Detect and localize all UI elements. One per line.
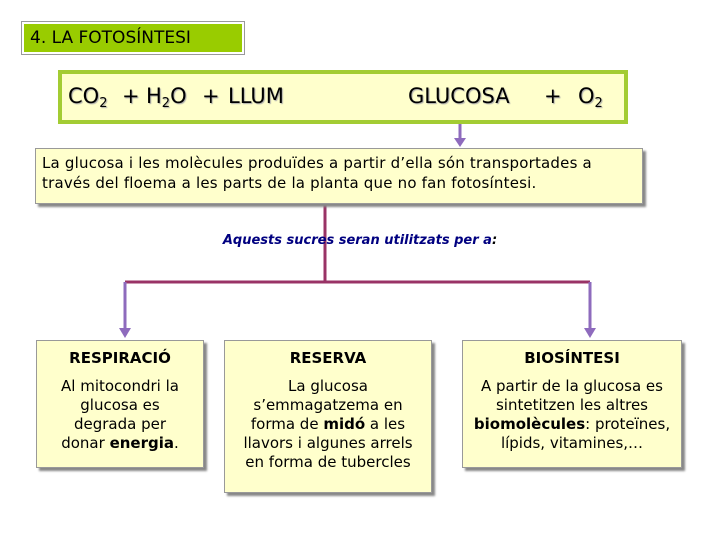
info-line: través del floema a les parts de la planta que no fan fotosíntesi.	[42, 174, 537, 192]
o2-term: $O_2$	[578, 84, 603, 111]
light-term: LLUM	[228, 84, 284, 108]
card-body: Al mitocondri la glucosa es degrada per donar energia.	[61, 377, 179, 452]
info-line: La glucosa i les molècules produïdes a partir d’ella són transportades a	[42, 154, 592, 172]
card-body: A partir de la glucosa es sintetitzen les altres biomolècules: proteïnes, lípids, vitamines,…	[473, 377, 671, 452]
card-title: RESERVA	[289, 349, 367, 367]
plus-sign: +	[544, 84, 562, 108]
card-title: RESPIRACIÓ	[69, 349, 171, 367]
card-body: La glucosa s’emmagatzema en forma de midó a les llavors i algunes arrels en forma de tubercles	[243, 377, 413, 471]
glucose-term: GLUCOSA	[408, 84, 510, 108]
equation-box	[58, 70, 628, 124]
card-reserva	[224, 340, 432, 493]
plus-sign: +	[202, 84, 220, 108]
card-biosintesi	[462, 340, 682, 468]
h2o-term: $H_2O$	[146, 84, 187, 111]
uses-caption: Aquests sucres seran utilitzats per a:	[222, 233, 498, 248]
plus-sign: +	[122, 84, 140, 108]
card-title: BIOSÍNTESI	[524, 349, 620, 367]
transport-info-box	[35, 148, 643, 204]
page-title: 4. LA FOTOSÍNTESI	[22, 22, 244, 54]
co2-term: $CO_2$	[68, 84, 108, 111]
card-respiracio	[36, 340, 204, 468]
